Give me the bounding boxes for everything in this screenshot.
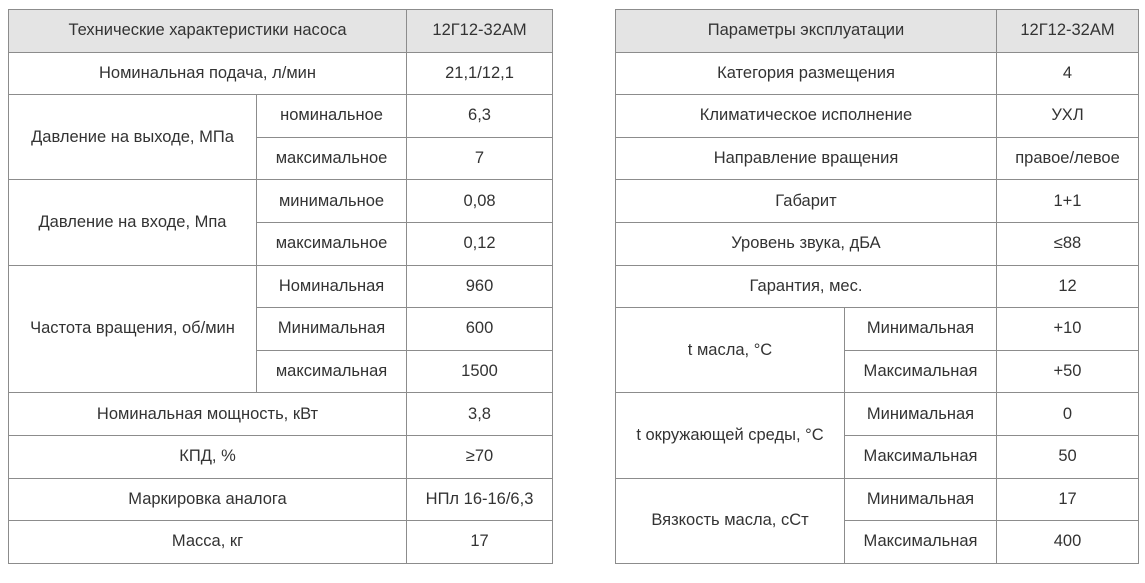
row-value: 7	[407, 137, 553, 180]
row-value: 17	[997, 478, 1139, 521]
row-value: 17	[407, 521, 553, 564]
row-label: Уровень звука, дБА	[616, 222, 997, 265]
table-row	[616, 137, 1139, 180]
row-label: Масса, кг	[9, 521, 407, 564]
row-label: КПД, %	[9, 435, 407, 478]
row-label: Маркировка аналога	[9, 478, 407, 521]
table-row	[616, 265, 1139, 308]
group-label: t масла, °C	[616, 308, 845, 393]
table-row	[616, 95, 1139, 138]
sub-label: Минимальная	[845, 393, 997, 436]
row-value: ≤88	[997, 222, 1139, 265]
row-label: Габарит	[616, 180, 997, 223]
table-header-row	[616, 10, 1139, 53]
row-value: 12	[997, 265, 1139, 308]
header-label: Параметры эксплуатации	[616, 10, 997, 53]
sub-label: Минимальная	[845, 478, 997, 521]
table-row	[9, 265, 553, 308]
table-row	[616, 308, 1139, 351]
sub-label: Максимальная	[845, 521, 997, 564]
row-value: ≥70	[407, 435, 553, 478]
sub-label: максимальное	[257, 137, 407, 180]
row-label: Номинальная мощность, кВт	[9, 393, 407, 436]
row-value: НПл 16-16/6,3	[407, 478, 553, 521]
sub-label: Минимальная	[845, 308, 997, 351]
group-label: Давление на входе, Мпа	[9, 180, 257, 265]
group-label: t окружающей среды, °C	[616, 393, 845, 478]
sub-label: максимальная	[257, 350, 407, 393]
row-label: Климатическое исполнение	[616, 95, 997, 138]
table-row	[616, 393, 1139, 436]
row-value: 0	[997, 393, 1139, 436]
row-label: Категория размещения	[616, 52, 997, 95]
table-row	[9, 478, 553, 521]
row-value: 21,1/12,1	[407, 52, 553, 95]
group-label: Давление на выходе, МПа	[9, 95, 257, 180]
sub-label: Максимальная	[845, 435, 997, 478]
operating-params-table	[615, 9, 1139, 564]
sub-label: максимальное	[257, 222, 407, 265]
table-row	[9, 521, 553, 564]
sub-label: Максимальная	[845, 350, 997, 393]
group-label: Частота вращения, об/мин	[9, 265, 257, 393]
row-value: 50	[997, 435, 1139, 478]
row-value: 3,8	[407, 393, 553, 436]
table-row	[616, 52, 1139, 95]
header-model: 12Г12-32АМ	[407, 10, 553, 53]
table-row	[9, 95, 553, 138]
row-value: 0,12	[407, 222, 553, 265]
table-row	[616, 222, 1139, 265]
row-value: правое/левое	[997, 137, 1139, 180]
row-value: 6,3	[407, 95, 553, 138]
sub-label: минимальное	[257, 180, 407, 223]
table-row	[9, 435, 553, 478]
table-row	[616, 180, 1139, 223]
row-value: 0,08	[407, 180, 553, 223]
table-row	[9, 52, 553, 95]
table-row	[616, 478, 1139, 521]
row-value: 4	[997, 52, 1139, 95]
sub-label: номинальное	[257, 95, 407, 138]
row-value: 600	[407, 308, 553, 351]
row-value: 1+1	[997, 180, 1139, 223]
row-value: +10	[997, 308, 1139, 351]
pump-specs-table	[8, 9, 553, 564]
row-value: 960	[407, 265, 553, 308]
row-label: Гарантия, мес.	[616, 265, 997, 308]
row-value: УХЛ	[997, 95, 1139, 138]
sub-label: Минимальная	[257, 308, 407, 351]
row-value: +50	[997, 350, 1139, 393]
table-row	[9, 180, 553, 223]
header-label: Технические характеристики насоса	[9, 10, 407, 53]
table-row	[9, 393, 553, 436]
row-value: 1500	[407, 350, 553, 393]
sub-label: Номинальная	[257, 265, 407, 308]
row-label: Номинальная подача, л/мин	[9, 52, 407, 95]
group-label: Вязкость масла, cСт	[616, 478, 845, 563]
row-label: Направление вращения	[616, 137, 997, 180]
table-header-row	[9, 10, 553, 53]
header-model: 12Г12-32АМ	[997, 10, 1139, 53]
row-value: 400	[997, 521, 1139, 564]
